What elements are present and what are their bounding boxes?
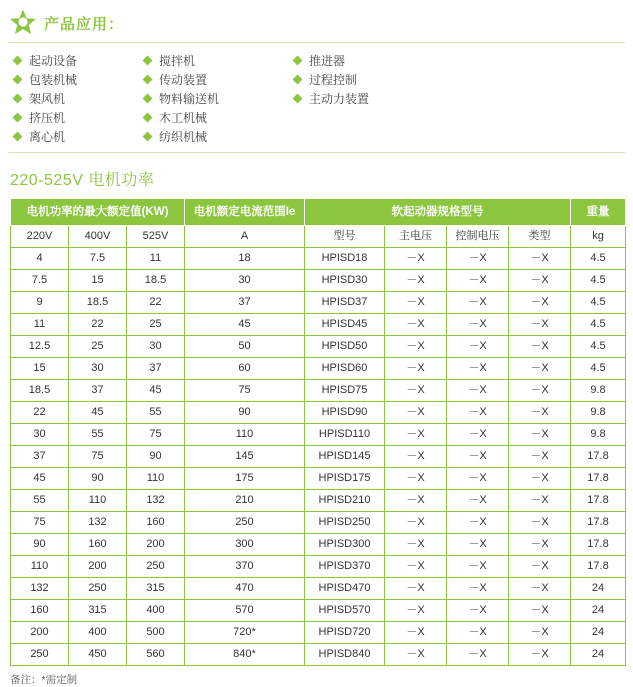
table-cell: 25 <box>127 314 185 336</box>
table-cell: 9.8 <box>571 380 626 402</box>
table-cell: 400 <box>127 600 185 622</box>
table-cell: 4.5 <box>571 336 626 358</box>
table-cell: 160 <box>69 534 127 556</box>
table-cell: HPISD470 <box>305 578 385 600</box>
list-item-label: 推进器 <box>309 54 346 68</box>
table-cell: －X <box>385 490 447 512</box>
table-cell: －X <box>385 534 447 556</box>
table-cell: －X <box>447 644 509 666</box>
table-cell: 45 <box>127 380 185 402</box>
table-cell: －X <box>385 248 447 270</box>
table-group-header: 重量 <box>571 199 626 226</box>
table-cell: 840* <box>185 644 305 666</box>
table-cell: 18 <box>185 248 305 270</box>
table-cell: －X <box>385 336 447 358</box>
table-row <box>11 270 626 292</box>
table-cell: 24 <box>571 622 626 644</box>
table-cell: －X <box>447 358 509 380</box>
table-cell: 9 <box>11 292 69 314</box>
list-item <box>144 89 294 108</box>
table-cell: 200 <box>127 534 185 556</box>
table-cell: 7.5 <box>11 270 69 292</box>
table-cell: 400 <box>69 622 127 644</box>
list-item <box>14 70 144 89</box>
table-cell: 17.8 <box>571 512 626 534</box>
table-cell: HPISD45 <box>305 314 385 336</box>
table-cell: 22 <box>127 292 185 314</box>
table-cell: 110 <box>11 556 69 578</box>
list-item <box>14 127 144 146</box>
table-cell: 17.8 <box>571 446 626 468</box>
table-cell: 55 <box>69 424 127 446</box>
list-item-label: 离心机 <box>29 130 66 144</box>
table-cell: 200 <box>11 622 69 644</box>
table-cell: 4.5 <box>571 314 626 336</box>
table-cell: 22 <box>11 402 69 424</box>
table-cell: －X <box>509 314 571 336</box>
list-item-label: 传动装置 <box>159 73 208 87</box>
table-cell: －X <box>447 490 509 512</box>
application-column-2 <box>144 51 294 146</box>
table-cell: 720* <box>185 622 305 644</box>
table-cell: －X <box>509 556 571 578</box>
table-cell: －X <box>447 468 509 490</box>
table-cell: 132 <box>11 578 69 600</box>
table-note: 备注：*需定制 <box>10 674 78 686</box>
table-cell: 30 <box>69 358 127 380</box>
table-cell: 250 <box>127 556 185 578</box>
list-item-label: 挤压机 <box>29 111 66 125</box>
table-cell: －X <box>509 600 571 622</box>
table-cell: 30 <box>11 424 69 446</box>
table-cell: －X <box>509 490 571 512</box>
table-cell: 560 <box>127 644 185 666</box>
table-sub-header: 控制电压 <box>447 226 509 248</box>
list-item-label: 起动设备 <box>29 54 78 68</box>
table-cell: －X <box>509 446 571 468</box>
table-cell: 60 <box>185 358 305 380</box>
table-cell: 315 <box>69 600 127 622</box>
table-cell: 145 <box>185 446 305 468</box>
table-cell: HPISD18 <box>305 248 385 270</box>
table-cell: －X <box>509 292 571 314</box>
table-group-header: 电机额定电流范围Ie <box>185 199 305 226</box>
table-cell: －X <box>509 578 571 600</box>
table-sub-header: 220V <box>11 226 69 248</box>
table-cell: 37 <box>69 380 127 402</box>
table-sub-header: 型号 <box>305 226 385 248</box>
table-row <box>11 556 626 578</box>
table-cell: 15 <box>69 270 127 292</box>
list-item-label: 纺织机械 <box>159 130 208 144</box>
table-cell: 17.8 <box>571 556 626 578</box>
table-cell: 75 <box>69 446 127 468</box>
table-sub-header: 主电压 <box>385 226 447 248</box>
table-cell: 132 <box>69 512 127 534</box>
table-cell: 210 <box>185 490 305 512</box>
table-cell: 250 <box>69 578 127 600</box>
application-column-3 <box>294 51 474 146</box>
table-cell: －X <box>385 468 447 490</box>
table-sub-header: 400V <box>69 226 127 248</box>
table-cell: －X <box>447 512 509 534</box>
table-cell: 470 <box>185 578 305 600</box>
table-cell: 18.5 <box>127 270 185 292</box>
table-cell: －X <box>385 446 447 468</box>
table-cell: HPISD840 <box>305 644 385 666</box>
table-cell: 9.8 <box>571 402 626 424</box>
table-cell: 90 <box>11 534 69 556</box>
table-cell: 450 <box>69 644 127 666</box>
table-row <box>11 402 626 424</box>
table-row <box>11 292 626 314</box>
table-cell: －X <box>509 248 571 270</box>
table-cell: 12.5 <box>11 336 69 358</box>
table-cell: 11 <box>11 314 69 336</box>
table-sub-header: kg <box>571 226 626 248</box>
table-cell: －X <box>385 556 447 578</box>
table-cell: －X <box>509 644 571 666</box>
table-cell: －X <box>509 512 571 534</box>
table-row <box>11 336 626 358</box>
list-item <box>14 51 144 70</box>
list-item <box>14 108 144 127</box>
table-cell: 4.5 <box>571 248 626 270</box>
table-cell: －X <box>509 402 571 424</box>
table-sub-header: A <box>185 226 305 248</box>
diamond-bullet-icon <box>293 94 303 104</box>
diamond-bullet-icon <box>143 75 153 85</box>
table-cell: 160 <box>11 600 69 622</box>
table-cell: 110 <box>185 424 305 446</box>
table-cell: 37 <box>11 446 69 468</box>
list-item-label: 架风机 <box>29 92 66 106</box>
table-cell: 17.8 <box>571 468 626 490</box>
table-cell: 4.5 <box>571 270 626 292</box>
table-cell: 37 <box>127 358 185 380</box>
diamond-bullet-icon <box>13 113 23 123</box>
table-row <box>11 600 626 622</box>
table-cell: 200 <box>69 556 127 578</box>
table-cell: 175 <box>185 468 305 490</box>
table-cell: 24 <box>571 600 626 622</box>
table-cell: 9.8 <box>571 424 626 446</box>
table-cell: －X <box>447 314 509 336</box>
diamond-bullet-icon <box>143 56 153 66</box>
table-cell: 18.5 <box>69 292 127 314</box>
diamond-bullet-icon <box>13 94 23 104</box>
table-cell: 315 <box>127 578 185 600</box>
table-cell: －X <box>385 380 447 402</box>
table-cell: 75 <box>185 380 305 402</box>
table-cell: 500 <box>127 622 185 644</box>
table-cell: HPISD720 <box>305 622 385 644</box>
list-item-label: 过程控制 <box>309 73 358 87</box>
table-cell: 4 <box>11 248 69 270</box>
table-group-header-row <box>11 199 626 226</box>
table-cell: 17.8 <box>571 534 626 556</box>
table-sub-header: 525V <box>127 226 185 248</box>
diamond-bullet-icon <box>143 113 153 123</box>
table-cell: －X <box>385 622 447 644</box>
table-cell: －X <box>447 336 509 358</box>
list-item <box>144 108 294 127</box>
table-cell: －X <box>509 270 571 292</box>
table-cell: －X <box>509 358 571 380</box>
table-cell: －X <box>447 248 509 270</box>
table-cell: 90 <box>69 468 127 490</box>
table-cell: 370 <box>185 556 305 578</box>
table-cell: 15 <box>11 358 69 380</box>
table-cell: －X <box>447 578 509 600</box>
table-cell: 55 <box>127 402 185 424</box>
diamond-bullet-icon <box>13 56 23 66</box>
table-cell: －X <box>509 534 571 556</box>
list-item-label: 主动力装置 <box>309 92 370 106</box>
diamond-bullet-icon <box>293 75 303 85</box>
table-cell: －X <box>385 358 447 380</box>
diamond-bullet-icon <box>293 56 303 66</box>
table-group-header: 电机功率的最大额定值(KW) <box>11 199 185 226</box>
table-cell: 4.5 <box>571 358 626 380</box>
table-cell: 24 <box>571 644 626 666</box>
table-cell: －X <box>385 270 447 292</box>
table-row <box>11 468 626 490</box>
table-cell: 75 <box>11 512 69 534</box>
application-column-1 <box>14 51 144 146</box>
table-row <box>11 490 626 512</box>
table-cell: －X <box>509 468 571 490</box>
table-row <box>11 424 626 446</box>
table-cell: 45 <box>185 314 305 336</box>
star-icon <box>8 8 38 38</box>
list-item <box>294 70 474 89</box>
table-cell: －X <box>385 578 447 600</box>
table-row <box>11 512 626 534</box>
table-cell: HPISD210 <box>305 490 385 512</box>
table-cell: 45 <box>69 402 127 424</box>
table-cell: 18.5 <box>11 380 69 402</box>
table-sub-header: 类型 <box>509 226 571 248</box>
table-cell: 37 <box>185 292 305 314</box>
table-cell: 30 <box>127 336 185 358</box>
table-cell: 55 <box>11 490 69 512</box>
table-cell: HPISD145 <box>305 446 385 468</box>
table-cell: 300 <box>185 534 305 556</box>
table-cell: HPISD370 <box>305 556 385 578</box>
table-cell: HPISD570 <box>305 600 385 622</box>
list-item-label: 物料输送机 <box>159 92 220 106</box>
diamond-bullet-icon <box>143 94 153 104</box>
table-row <box>11 622 626 644</box>
table-cell: 45 <box>11 468 69 490</box>
diamond-bullet-icon <box>13 132 23 142</box>
table-cell: －X <box>447 534 509 556</box>
table-cell: 75 <box>127 424 185 446</box>
table-cell: －X <box>509 336 571 358</box>
table-row <box>11 644 626 666</box>
table-cell: －X <box>447 424 509 446</box>
table-cell: HPISD30 <box>305 270 385 292</box>
table-cell: 160 <box>127 512 185 534</box>
table-cell: 110 <box>127 468 185 490</box>
table-cell: 4.5 <box>571 292 626 314</box>
table-cell: HPISD175 <box>305 468 385 490</box>
table-cell: 11 <box>127 248 185 270</box>
table-cell: －X <box>385 424 447 446</box>
table-cell: －X <box>385 292 447 314</box>
table-cell: HPISD50 <box>305 336 385 358</box>
motor-power-table <box>10 198 626 666</box>
list-item <box>144 127 294 146</box>
table-cell: 24 <box>571 578 626 600</box>
table-row <box>11 248 626 270</box>
table-cell: －X <box>509 424 571 446</box>
list-item <box>294 51 474 70</box>
table-cell: －X <box>447 622 509 644</box>
table-cell: －X <box>385 314 447 336</box>
list-item-label: 包装机械 <box>29 73 78 87</box>
table-body <box>11 248 626 666</box>
table-cell: HPISD250 <box>305 512 385 534</box>
table-row <box>11 534 626 556</box>
table-cell: －X <box>447 402 509 424</box>
table-cell: HPISD60 <box>305 358 385 380</box>
diamond-bullet-icon <box>13 75 23 85</box>
list-item-label: 搅拌机 <box>159 54 196 68</box>
list-item <box>144 70 294 89</box>
table-cell: 7.5 <box>69 248 127 270</box>
section-title: 220-525V 电机功率 <box>10 172 155 189</box>
table-cell: 110 <box>69 490 127 512</box>
table-row <box>11 446 626 468</box>
table-cell: 90 <box>185 402 305 424</box>
table-cell: 30 <box>185 270 305 292</box>
table-cell: 250 <box>185 512 305 534</box>
table-cell: －X <box>385 512 447 534</box>
table-cell: HPISD90 <box>305 402 385 424</box>
list-item <box>294 89 474 108</box>
table-row <box>11 314 626 336</box>
table-cell: －X <box>447 292 509 314</box>
table-cell: －X <box>385 600 447 622</box>
table-cell: HPISD75 <box>305 380 385 402</box>
table-cell: HPISD300 <box>305 534 385 556</box>
table-row <box>11 578 626 600</box>
application-list <box>0 43 633 146</box>
table-cell: HPISD37 <box>305 292 385 314</box>
table-cell: 90 <box>127 446 185 468</box>
table-cell: 25 <box>69 336 127 358</box>
table-cell: －X <box>447 446 509 468</box>
table-cell: 22 <box>69 314 127 336</box>
diamond-bullet-icon <box>143 132 153 142</box>
table-cell: －X <box>447 270 509 292</box>
table-row <box>11 380 626 402</box>
table-group-header: 软起动器规格型号 <box>305 199 571 226</box>
list-item <box>144 51 294 70</box>
table-cell: 132 <box>127 490 185 512</box>
table-sub-header-row <box>11 226 626 248</box>
table-cell: －X <box>447 380 509 402</box>
table-cell: 17.8 <box>571 490 626 512</box>
table-cell: 50 <box>185 336 305 358</box>
product-application-header <box>0 0 633 40</box>
table-row <box>11 358 626 380</box>
table-cell: HPISD110 <box>305 424 385 446</box>
table-cell: －X <box>509 622 571 644</box>
page-title: 产品应用： <box>44 15 125 33</box>
table-cell: －X <box>447 600 509 622</box>
table-cell: －X <box>509 380 571 402</box>
table-cell: －X <box>447 556 509 578</box>
table-cell: 250 <box>11 644 69 666</box>
table-cell: －X <box>385 644 447 666</box>
list-item <box>14 89 144 108</box>
table-cell: －X <box>385 402 447 424</box>
list-item-label: 木工机械 <box>159 111 208 125</box>
table-cell: 570 <box>185 600 305 622</box>
